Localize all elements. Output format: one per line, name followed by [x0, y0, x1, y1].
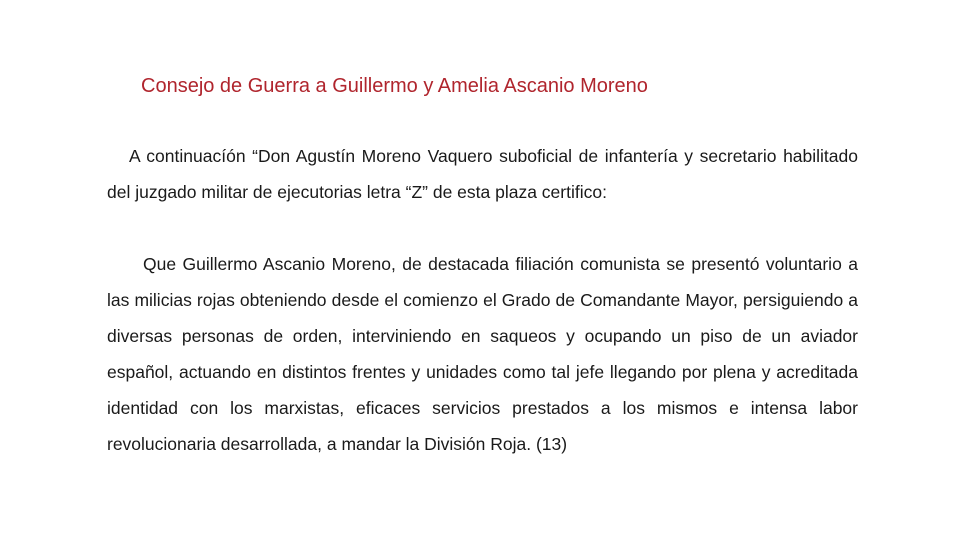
statement-paragraph: Que Guillermo Ascanio Moreno, de destacada filiación comunista se presentó voluntario a las milicias rojas obteniendo desde el comienzo el Grado de Comandante Mayor, persiguiendo a diversas personas de orden, interviniendo en saqueos y ocupando un piso de un aviador español, actuando en distintos frentes y unidades como tal jefe llegando por plena y acreditada identidad con los marxistas, eficaces servicios prestados a los mismos e intensa labor revolucionaria desarrollada, a mandar la División Roja. (13) [107, 254, 858, 454]
certification-paragraph: A continuacíón “Don Agustín Moreno Vaquero suboficial de infantería y secretario habilitado del juzgado militar de ejecutorias letra “Z” de esta plaza certifico: [107, 146, 858, 202]
document-title: Consejo de Guerra a Guillermo y Amelia Ascanio Moreno [141, 75, 648, 97]
